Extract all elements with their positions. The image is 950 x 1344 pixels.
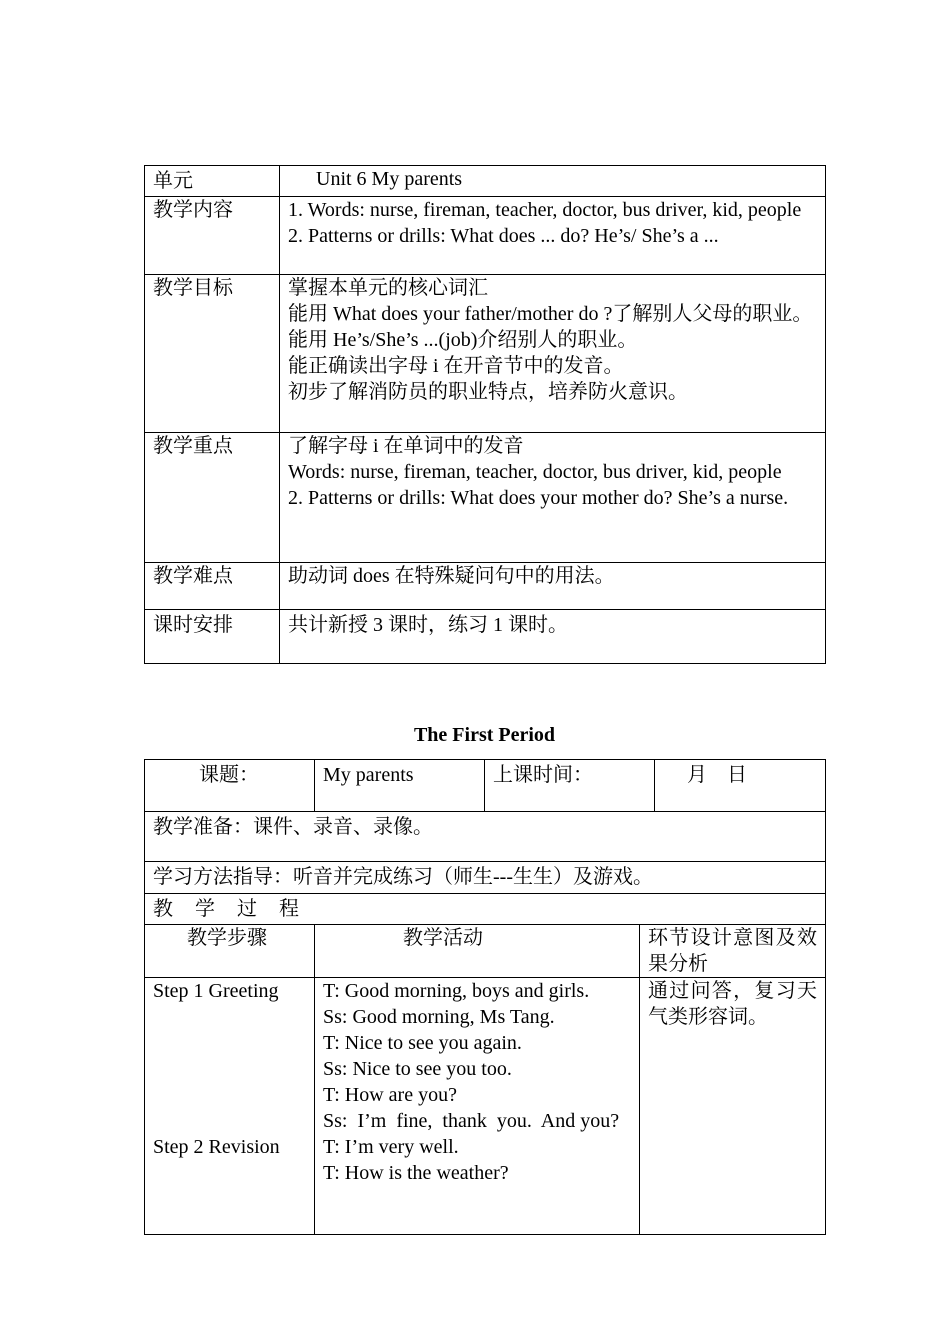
activity-line: T: Nice to see you again. xyxy=(323,1032,522,1054)
key-cell xyxy=(280,433,826,563)
key-line: Words: nurse, fireman, teacher, doctor, bus driver, kid, people xyxy=(288,461,782,483)
goal-line: 初步了解消防员的职业特点，培养防火意识。 xyxy=(288,381,688,403)
schedule-value: 共计新授 3 课时，练习 1 课时。 xyxy=(280,610,826,664)
activity-line: T: How are you? xyxy=(323,1084,457,1106)
method-row: 学习方法指导：听音并完成练习（师生---生生）及游戏。 xyxy=(145,862,826,894)
content-line: 2. Patterns or drills: What does ... do? He’s/ She’s a ... xyxy=(288,225,719,247)
date-value: 月 日 xyxy=(655,760,826,812)
unit-value: Unit 6 My parents xyxy=(280,166,826,197)
topic-label: 课题： xyxy=(145,760,315,812)
col-activities-header: 教学活动 xyxy=(315,925,640,978)
content-cell xyxy=(280,197,826,275)
content-line: 1. Words: nurse, fireman, teacher, doctor, bus driver, kid, people xyxy=(288,199,802,221)
content-label: 教学内容 xyxy=(145,197,280,275)
key-line: 2. Patterns or drills: What does your mother do? She’s a nurse. xyxy=(288,487,789,509)
col-steps-header: 教学步骤 xyxy=(145,925,315,978)
step-1-label: Step 1 Greeting xyxy=(153,980,279,1002)
activity-line: Ss: Good morning, Ms Tang. xyxy=(323,1006,555,1028)
col-design-header: 环节设计意图及效果分析 xyxy=(640,925,826,978)
process-label: 教学过程 xyxy=(145,894,826,925)
schedule-label: 课时安排 xyxy=(145,610,280,664)
activities-cell xyxy=(315,978,640,1235)
goal-line: 能用 He’s/She’s ...(job)介绍别人的职业。 xyxy=(288,329,638,351)
prep-row: 教学准备：课件、录音、录像。 xyxy=(145,812,826,862)
design-note: 通过问答，复习天气类形容词。 xyxy=(640,978,826,1235)
activity-line: T: I’m very well. xyxy=(323,1136,459,1158)
difficulty-value: 助动词 does 在特殊疑问句中的用法。 xyxy=(280,563,826,610)
activity-line: Ss: I’m fine, thank you. And you? xyxy=(323,1110,620,1132)
topic-value: My parents xyxy=(315,760,485,812)
activity-line: T: Good morning, boys and girls. xyxy=(323,980,590,1002)
lesson-plan-table xyxy=(144,165,826,664)
key-line: 了解字母 i 在单词中的发音 xyxy=(288,435,524,457)
goal-line: 掌握本单元的核心词汇 xyxy=(288,277,488,299)
key-label: 教学重点 xyxy=(145,433,280,563)
step-2-label: Step 2 Revision xyxy=(153,1136,280,1158)
steps-cell xyxy=(145,978,315,1235)
period-table xyxy=(144,759,826,1235)
time-label: 上课时间： xyxy=(485,760,655,812)
period-title: The First Period xyxy=(413,724,556,746)
unit-label: 单元 xyxy=(145,166,280,197)
goals-label: 教学目标 xyxy=(145,275,280,433)
goals-cell xyxy=(280,275,826,433)
goal-line: 能用 What does your father/mother do ?了解别人父母的职业。 xyxy=(288,303,813,325)
activity-line: Ss: Nice to see you too. xyxy=(323,1058,512,1080)
goal-line: 能正确读出字母 i 在开音节中的发音。 xyxy=(288,355,624,377)
difficulty-label: 教学难点 xyxy=(145,563,280,610)
activity-line: T: How is the weather? xyxy=(323,1162,509,1184)
